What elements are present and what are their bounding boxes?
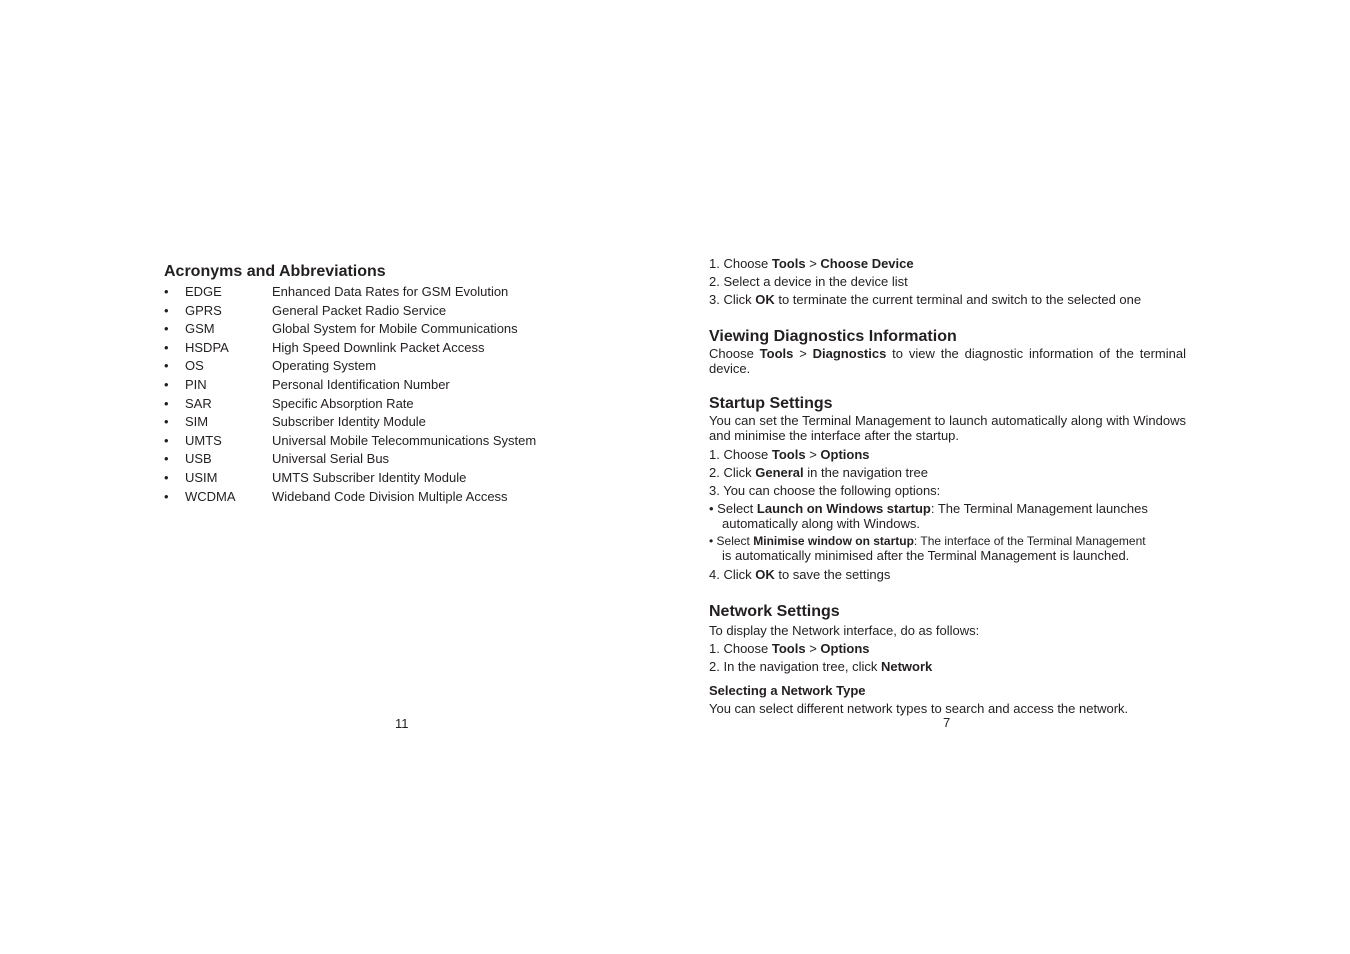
abbreviation-term: USB (185, 451, 212, 467)
abbreviation-definition: Global System for Mobile Communications (272, 321, 518, 337)
network-intro: To display the Network interface, do as follows: (709, 623, 980, 638)
diagnostics-section (709, 327, 1186, 376)
network-section (709, 602, 1186, 718)
list-item (164, 432, 604, 451)
network-heading: Network Settings (709, 603, 840, 620)
list-item (164, 357, 604, 376)
intro-step-2: 2. Select a device in the device list (709, 274, 908, 289)
list-item (164, 320, 604, 339)
bullet-glyph: • (164, 358, 169, 374)
abbreviation-definition: High Speed Downlink Packet Access (272, 339, 485, 355)
bullet-glyph: • (164, 284, 169, 299)
list-item (164, 488, 604, 507)
list-item (164, 469, 604, 488)
startup-heading: Startup Settings (709, 395, 833, 412)
abbreviation-definition: General Packet Radio Service (272, 302, 447, 318)
list-item (164, 339, 604, 358)
list-item (164, 413, 604, 432)
abbreviation-list (164, 283, 604, 506)
network-type-text: You can select different network types to search and access the network. (709, 701, 1129, 716)
bullet-glyph: • (164, 488, 169, 504)
list-item (164, 283, 604, 302)
bullet-glyph: • (164, 432, 169, 448)
abbreviation-term: UMTS (185, 432, 222, 448)
startup-option-minimise: • Select Minimise window on startup: The interface of the Terminal Management is automatically minimised after the Terminal Management is launched. (709, 534, 1146, 563)
abbreviation-term: OS (185, 358, 204, 374)
network-step-1: 1. Choose Tools > Options (709, 641, 870, 656)
abbreviation-definition: Wideband Code Division Multiple Access (272, 488, 508, 504)
right-page (709, 255, 1186, 718)
bullet-glyph: • (164, 376, 169, 392)
list-item (164, 450, 604, 469)
intro-steps (709, 255, 1186, 309)
abbreviation-term: SIM (185, 414, 209, 430)
acronyms-heading: Acronyms and Abbreviations (164, 263, 386, 280)
abbreviation-definition: Universal Mobile Telecommunications System (272, 432, 537, 448)
bullet-glyph: • (164, 451, 169, 467)
abbreviation-term: PIN (185, 376, 207, 392)
diagnostics-heading: Viewing Diagnostics Information (709, 328, 957, 345)
startup-step-3: 3. You can choose the following options: (709, 483, 941, 498)
abbreviation-definition: Universal Serial Bus (272, 451, 390, 467)
network-type-subheading: Selecting a Network Type (709, 683, 866, 698)
startup-intro: You can set the Terminal Management to launch automatically along with Windows and minimise the interface after the startup. (709, 413, 1186, 443)
startup-step-4: 4. Click OK to save the settings (709, 567, 891, 582)
left-page (164, 262, 604, 506)
bullet-glyph: • (164, 469, 169, 485)
abbreviation-term: HSDPA (185, 339, 229, 355)
abbreviation-definition: Enhanced Data Rates for GSM Evolution (272, 284, 509, 299)
bullet-glyph: • (164, 339, 169, 355)
abbreviation-term: SAR (185, 395, 212, 411)
page-number-right: 7 (943, 715, 951, 730)
network-step-2: 2. In the navigation tree, click Network (709, 659, 933, 674)
startup-step-1: 1. Choose Tools > Options (709, 447, 870, 462)
abbreviation-definition: Operating System (272, 358, 377, 374)
list-item (164, 376, 604, 395)
page-number-left: 11 (395, 716, 409, 731)
abbreviation-term: GPRS (185, 302, 222, 318)
startup-option-launch: • Select Launch on Windows startup: The Terminal Management launches automatically along with Windows. (709, 501, 1148, 531)
abbreviation-term: EDGE (185, 284, 222, 299)
intro-step-1: 1. Choose Tools > Choose Device (709, 256, 914, 271)
abbreviation-term: GSM (185, 321, 215, 337)
list-item (164, 302, 604, 321)
startup-section (709, 394, 1186, 584)
bullet-glyph: • (164, 302, 169, 318)
abbreviation-definition: Personal Identification Number (272, 376, 450, 392)
diagnostics-paragraph: Choose Tools > Diagnostics to view the diagnostic information of the terminal device. (709, 346, 1186, 376)
startup-step-2: 2. Click General in the navigation tree (709, 465, 928, 480)
bullet-glyph: • (164, 321, 169, 337)
abbreviation-term: WCDMA (185, 488, 236, 504)
bullet-glyph: • (164, 414, 169, 430)
abbreviation-definition: Subscriber Identity Module (272, 414, 426, 430)
abbreviation-definition: UMTS Subscriber Identity Module (272, 469, 467, 485)
bullet-glyph: • (164, 395, 169, 411)
abbreviation-definition: Specific Absorption Rate (272, 395, 414, 411)
abbreviation-term: USIM (185, 469, 218, 485)
list-item (164, 395, 604, 414)
intro-step-3: 3. Click OK to terminate the current terminal and switch to the selected one (709, 292, 1142, 307)
